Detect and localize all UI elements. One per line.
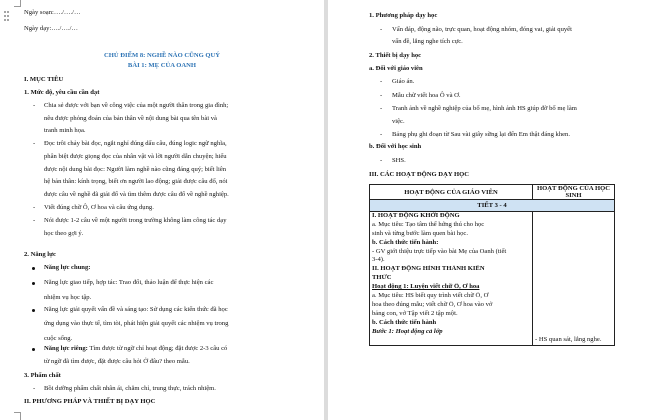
dash-bullet: - — [380, 26, 383, 33]
goal-line: phân biệt được giọng đọc của nhân vật và lời người dẫn chuyện; hiểu — [44, 152, 227, 160]
special-competence-line: từ ngữ đã tìm được, đặt được câu hỏi Ở đâu? theo mẫu. — [44, 358, 190, 365]
dash-bullet: - — [33, 102, 36, 109]
section-activities: III. CÁC HOẠT ĐỘNG DẠY HỌC — [369, 171, 470, 178]
goal-line: được câu về nghề đã giải đố và tìm thêm được câu đố về nghề nghiệp. — [44, 190, 229, 198]
teacher-activity-line: Hoạt động 1: Luyện viết chữ Ô, Ơ hoa — [372, 283, 480, 291]
table-header-teacher: HOẠT ĐỘNG CỦA GIÁO VIÊN — [370, 185, 533, 200]
general-competence-line: Năng lực giải quyết vấn đề và sáng tạo: Sử dụng các kiến thức đã học — [44, 306, 228, 313]
subsection-quality: 3. Phẩm chất — [24, 372, 61, 379]
dash-bullet: - — [380, 131, 383, 138]
goal-line: hệ bản thân: kính trọng, biết ơn người lao động; giải được câu đố, nói — [44, 178, 228, 186]
subsection-requirements: 1. Mức độ, yêu cầu cần đạt — [24, 89, 100, 96]
goal-line: Nói được 1-2 câu về một người trong trường không làm công tác dạy — [44, 216, 227, 224]
topic-title: CHỦ ĐIỂM 8: NGHỀ NÀO CŨNG QUÝ — [103, 52, 221, 59]
crop-mark — [14, 0, 21, 7]
goal-line: Chia sẻ được với bạn về công việc của một người thân trong gia đình; — [44, 102, 229, 109]
heading-teacher: a. Đối với giáo viên — [369, 65, 423, 72]
table-header-student: HOẠT ĐỘNG CỦA HỌC SINH — [533, 185, 615, 200]
teacher-equipment-line: Tranh ảnh về nghề nghiệp của bố mẹ, hình ảnh HS giúp đỡ bố mẹ làm — [392, 105, 577, 112]
teacher-activity-line: II. HOẠT ĐỘNG HÌNH THÀNH KIẾN — [372, 265, 485, 273]
teacher-activity-line: hoa theo đúng mẫu; viết chữ Ô, Ơ hoa vào vở — [372, 300, 493, 308]
teacher-activity-line: I. HOẠT ĐỘNG KHỞI ĐỘNG — [372, 212, 460, 219]
section-objectives: I. MỤC TIÊU — [24, 76, 64, 83]
teacher-activity-line: THỨC — [372, 274, 392, 282]
student-equipment: SHS. — [392, 157, 406, 164]
dash-bullet: - — [380, 105, 383, 112]
bullet-icon — [32, 267, 35, 270]
dash-bullet: - — [33, 140, 36, 148]
special-competence-line: Năng lực riêng: Tìm được từ ngữ chỉ hoạt động; đặt được 2-3 câu có — [44, 345, 228, 352]
teacher-equipment-line: Mẫu chữ viết hoa Ô và Ơ. — [392, 92, 461, 99]
general-competence-line: cuộc sống. — [44, 335, 73, 342]
teacher-activity-line: a. Mục tiêu: HS biết quy trình viết chữ Ô, Ơ — [372, 292, 489, 300]
teacher-equipment-line: Giáo án. — [392, 78, 415, 85]
goal-line: được nội dung bài đọc: Người làm nghề nào cũng đáng quý; biết liên — [44, 165, 227, 173]
goal-line: học theo gợi ý. — [44, 229, 84, 237]
bullet-icon — [32, 309, 35, 312]
date-teach: Ngày dạy:…./…./… — [24, 25, 79, 32]
dash-bullet: - — [380, 78, 383, 85]
methods-line: vấn đề, lắng nghe tích cực. — [392, 38, 463, 45]
heading-student: b. Đối với học sinh — [369, 143, 422, 150]
crop-mark — [14, 412, 21, 420]
document-page-left — [0, 0, 324, 420]
general-competence-line: Năng lực giao tiếp, hợp tác: Trao đổi, thảo luận để thực hiện các — [44, 279, 214, 286]
dash-bullet: - — [33, 203, 36, 211]
dash-bullet: - — [380, 157, 383, 164]
bullet-icon — [32, 282, 35, 285]
goal-line: Đọc trôi chảy bài đọc, ngắt nghỉ đúng dấu câu, đúng logic ngữ nghĩa, — [44, 140, 227, 148]
student-note: - HS quan sát, lắng nghe. — [535, 336, 602, 343]
dash-bullet: - — [33, 385, 36, 392]
goal-line: nêu được phỏng đoán của bản thân về nội dung bài qua tên bài và — [44, 114, 217, 122]
teacher-activity-line: b. Cách thức tiến hành — [372, 318, 437, 326]
teacher-activity-line: bảng con, vở Tập viết 2 tập một. — [372, 309, 458, 317]
date-prep: Ngày soạn:…./…./… — [24, 9, 81, 16]
teacher-activity-line: Bước 1: Hoạt động cả lớp — [372, 327, 443, 335]
teacher-activity-line: a. Mục tiêu: Tạo tâm thế hứng thú cho học — [372, 220, 485, 228]
heading-methods: 1. Phương pháp dạy học — [369, 12, 438, 19]
general-competence-line: nhiệm vụ học tập. — [44, 294, 92, 301]
section-methods: II. PHƯƠNG PHÁP VÀ THIẾT BỊ DẠY HỌC — [24, 398, 156, 405]
methods-line: Vấn đáp, động não, trực quan, hoạt động nhóm, đóng vai, giải quyết — [392, 26, 572, 33]
teacher-activity-line: - GV giới thiệu trực tiếp vào bài Mẹ của Oanh (tiết — [372, 247, 507, 255]
subsection-competence: 2. Năng lực — [24, 251, 56, 258]
drag-handle-icon[interactable] — [4, 11, 10, 23]
teacher-activity-line: 3-4). — [372, 256, 385, 264]
general-competence-line: ứng dụng vào thực tế, tìm tòi, phát hiện giải quyết các nhiệm vụ trong — [44, 320, 229, 327]
teacher-activity-cell — [370, 212, 533, 346]
teacher-equipment-line: Bảng phụ ghi đoạn từ Sau vài giây sững lại đến Em thật đáng khen. — [392, 131, 571, 138]
document-page-right — [328, 0, 650, 420]
heading-equipment: 2. Thiết bị dạy học — [369, 52, 422, 59]
student-activity-cell — [533, 212, 615, 346]
teacher-equipment-line: việc. — [392, 118, 405, 125]
goal-line: Viết đúng chữ Ô, Ơ hoa và câu ứng dụng. — [44, 203, 154, 211]
general-competence-title: Năng lực chung: — [44, 264, 91, 271]
period-row: TIẾT 3 - 4 — [370, 200, 615, 212]
teacher-activity-line: b. Cách thức tiến hành: — [372, 238, 439, 246]
activities-table — [369, 184, 615, 346]
dash-bullet: - — [380, 92, 383, 99]
bullet-icon — [32, 348, 35, 351]
goal-line: tranh minh họa. — [44, 127, 86, 135]
dash-bullet: - — [33, 216, 36, 224]
teacher-activity-line: sinh và từng bước làm quen bài học. — [372, 229, 468, 237]
lesson-title: BÀI 1: MẸ CỦA OANH — [127, 62, 197, 69]
quality-text: Bồi dưỡng phẩm chất nhân ái, chăm chỉ, trung thực, trách nhiệm. — [44, 385, 216, 392]
